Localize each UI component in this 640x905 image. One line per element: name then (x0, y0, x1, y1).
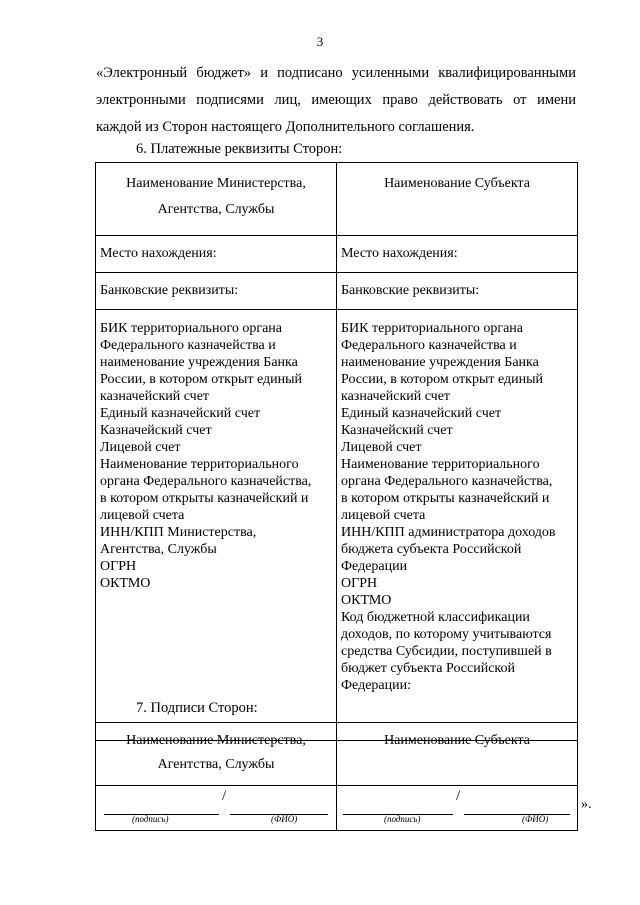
detail-line: Наименование территориального (341, 457, 540, 472)
detail-line: наименование учреждения Банка (341, 355, 539, 370)
section-6-title: 6. Платежные реквизиты Сторон: (136, 141, 343, 157)
detail-line: Код бюджетной классификации (341, 610, 530, 625)
bank-row (96, 273, 578, 310)
intro-line: «Электронный бюджет» и подписано усиленными квалифицированными (96, 65, 576, 81)
ministry-header-line: Наименование Министерства, (126, 176, 306, 191)
details-row (96, 310, 578, 741)
intro-line: каждой из Сторон настоящего Дополнительного соглашения. (96, 119, 475, 135)
signatures-header-row (96, 723, 578, 786)
detail-line: бюджета субъекта Российской (341, 542, 522, 557)
name-caption: (ФИО) (271, 814, 298, 824)
section-7-title: 7. Подписи Сторон: (136, 700, 258, 716)
signature-caption: (подпись) (384, 814, 421, 824)
detail-line: в котором открыты казначейский и (100, 491, 309, 506)
ministry-header-cell (96, 163, 337, 236)
ministry-sign-header-line: Агентства, Службы (157, 757, 275, 772)
table-header-row (96, 163, 578, 236)
detail-line: наименование учреждения Банка (100, 355, 298, 370)
bank-label-left: Банковские реквизиты: (96, 273, 337, 310)
detail-line: органа Федерального казначейства, (100, 474, 312, 489)
detail-line: ОКТМО (341, 593, 392, 608)
subject-sign-header: Наименование Субъекта (384, 733, 530, 748)
detail-line: Единый казначейский счет (100, 406, 261, 421)
ministry-sign-header-cell (96, 723, 337, 786)
signatures-table (95, 722, 578, 831)
detail-line: Федерального казначейства и (341, 338, 517, 353)
detail-line: органа Федерального казначейства, (341, 474, 553, 489)
detail-line: Агентства, Службы (100, 542, 217, 557)
detail-line: ОГРН (100, 559, 137, 574)
closing-quote: ». (581, 797, 592, 812)
detail-line: Казначейский счет (100, 423, 212, 438)
bank-label-right: Банковские реквизиты: (337, 273, 578, 310)
detail-line: ОГРН (341, 576, 378, 591)
detail-line: Единый казначейский счет (341, 406, 502, 421)
detail-line: Лицевой счет (100, 440, 181, 455)
subject-header-cell (337, 163, 578, 236)
detail-line: лицевой счета (341, 508, 426, 523)
detail-line: БИК территориального органа (341, 321, 523, 336)
detail-line: казначейский счет (100, 389, 210, 404)
detail-line: бюджет субъекта Российской (341, 661, 516, 676)
detail-line: доходов, по которому учитываются (341, 627, 552, 642)
detail-line: Федерального казначейства и (100, 338, 276, 353)
detail-line: России, в котором открыт единый (341, 372, 544, 387)
subject-signature-cell (337, 786, 578, 831)
detail-line: лицевой счета (100, 508, 185, 523)
signature-row (96, 786, 578, 831)
detail-line: Наименование территориального (100, 457, 299, 472)
detail-line: ИНН/КПП Министерства, (100, 525, 257, 540)
name-caption: (ФИО) (522, 814, 549, 824)
detail-line: ОКТМО (100, 576, 151, 591)
ministry-signature-cell (96, 786, 337, 831)
separator-slash: / (456, 788, 461, 804)
detail-line: в котором открыты казначейский и (341, 491, 550, 506)
subject-details-cell (337, 310, 578, 741)
separator-slash: / (222, 788, 227, 804)
location-row (96, 236, 578, 273)
subject-header: Наименование Субъекта (384, 176, 530, 191)
ministry-sign-header-line: Наименование Министерства, (126, 733, 306, 748)
intro-line: электронными подписями лиц, имеющих право действовать от имени (96, 92, 576, 108)
detail-line: средства Субсидии, поступившей в (341, 644, 552, 659)
ministry-details-cell (96, 310, 337, 741)
intro-paragraph (96, 60, 576, 141)
location-label-left: Место нахождения: (96, 236, 337, 273)
name-line (464, 802, 570, 815)
detail-line: России, в котором открыт единый (100, 372, 303, 387)
detail-line: казначейский счет (341, 389, 451, 404)
detail-line: Лицевой счет (341, 440, 422, 455)
page-number: 3 (316, 34, 324, 49)
detail-line: БИК территориального органа (100, 321, 282, 336)
ministry-header-line: Агентства, Службы (157, 202, 275, 217)
signature-caption: (подпись) (132, 814, 169, 824)
location-label-right: Место нахождения: (337, 236, 578, 273)
detail-line: Федерации: (341, 678, 412, 693)
subject-sign-header-cell (337, 723, 578, 786)
detail-line: Казначейский счет (341, 423, 453, 438)
detail-line: ИНН/КПП администратора доходов (341, 525, 556, 540)
payment-details-table (95, 162, 578, 741)
detail-line: Федерации (341, 559, 408, 574)
